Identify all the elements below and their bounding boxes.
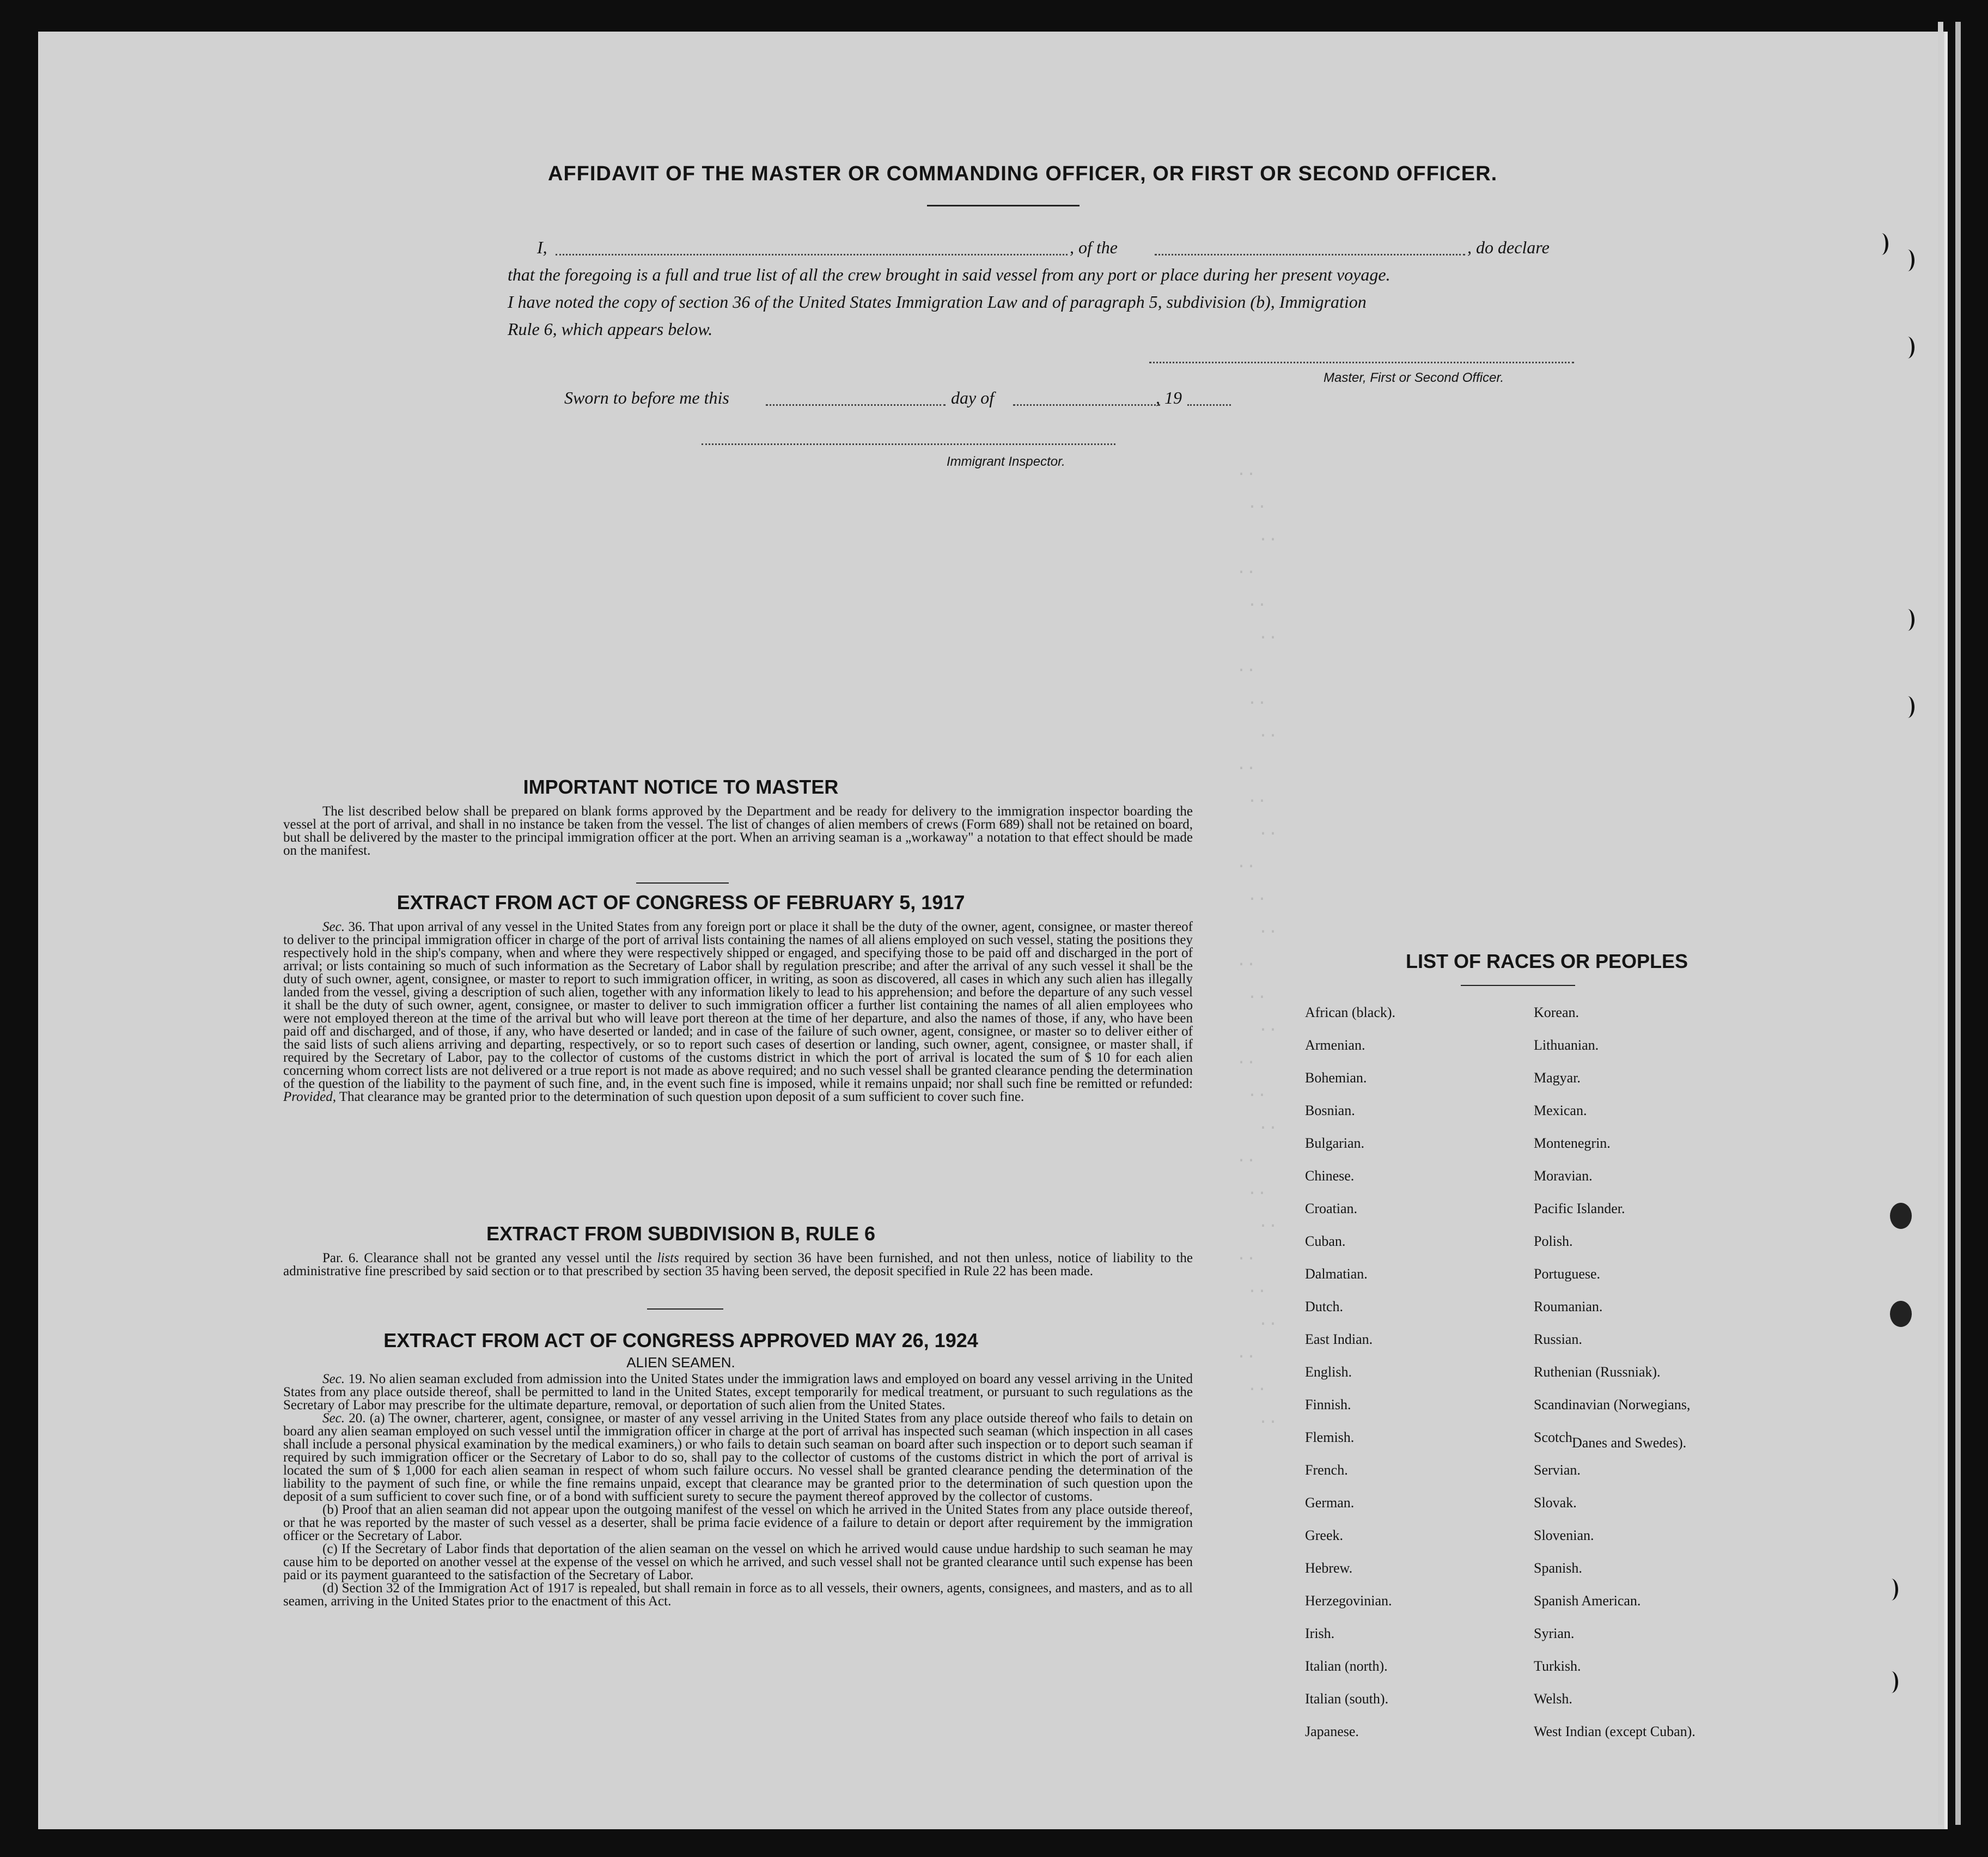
notice-text: The list described below shall be prepared on blank forms approved by the Department and be ready for delivery to the immigration inspector boarding the vessel at the port of arrival, and shall in no instance be taken from the vessel. The list of changes of alien members of crews (Form 689) shall not be retained on board, but shall be delivered by the master to the principal immigration officer at the port. When an arriving seaman is a „workaway" a notation to that effect should be made on the manifest. (283, 804, 1193, 858)
affidavit-of-the: , of the (1070, 238, 1118, 257)
punch-hole (1890, 1301, 1912, 1327)
year-label: , 19 (1156, 388, 1182, 407)
extract-1924-subtitle: ALIEN SEAMEN. (626, 1354, 735, 1371)
title-divider (927, 205, 1080, 206)
page-edge (1938, 22, 1943, 1825)
bleed-through-mark: .. (1236, 1148, 1257, 1167)
race-item: Croatian. (1305, 1201, 1358, 1216)
master-signature-blank (1149, 362, 1574, 363)
sec-20c: (c) If the Secretary of Labor finds that deportation of the alien seaman on the vessel on which he arrived would cause undue hardship to such seaman he may cause him to be deported on another vessel at the expense of the vessel on which he arrived, and such vessel shall not be granted clearance until such expense has been paid or its payment guaranteed to the satisfaction of the Secretary of Labor. (283, 1542, 1193, 1582)
race-item: Cuban. (1305, 1233, 1346, 1249)
races-title: LIST OF RACES OR PEOPLES (1405, 950, 1688, 972)
race-item: Bulgarian. (1305, 1135, 1365, 1151)
binder-mark (1875, 233, 1888, 255)
race-item: Irish. (1305, 1625, 1335, 1641)
bleed-through-mark: .. (1258, 1312, 1278, 1330)
bleed-through-mark: .. (1247, 495, 1267, 513)
bleed-through-mark: .. (1247, 887, 1267, 905)
race-item: Polish. (1534, 1233, 1573, 1249)
affidavit-line-3: I have noted the copy of section 36 of the United States Immigration Law and of paragraph 5, subdivision (b), Immigration (508, 292, 1367, 312)
race-item: Spanish American. (1534, 1593, 1641, 1609)
race-item: Scandinavian (Norwegians, (1534, 1397, 1691, 1412)
affidavit-line-4: Rule 6, which appears below. (508, 319, 713, 339)
inspector-signature-blank (702, 443, 1115, 445)
sec-19 (283, 1373, 1193, 1412)
bleed-through-mark: .. (1258, 1018, 1278, 1036)
bleed-through-mark: .. (1247, 1181, 1267, 1200)
race-item: Syrian. (1534, 1625, 1575, 1641)
sworn-label: Sworn to before me this (564, 388, 729, 407)
bleed-through-mark: .. (1247, 789, 1267, 807)
race-item: Russian. (1534, 1331, 1582, 1347)
binder-mark (1901, 337, 1914, 358)
bleed-through-mark: .. (1236, 658, 1257, 677)
binder-mark (1901, 696, 1914, 718)
divider (636, 882, 729, 884)
vessel-blank (1155, 254, 1465, 255)
page-edge (1955, 22, 1961, 1825)
bleed-through-mark: .. (1258, 821, 1278, 840)
name-blank (556, 254, 1068, 255)
sec-20b: (b) Proof that an alien seaman did not appear upon the outgoing manifest of the vessel on which he arrived in the United States from any place outside thereof, or that he was reported by the master of such vessel as a deserter, shall be prima facie evidence of a failure to detain or deport after requirement by the immigration officer or the Secretary of Labor. (283, 1502, 1193, 1543)
affidavit-i: I, (537, 238, 547, 257)
race-item-continuation: Danes and Swedes). (1572, 1435, 1687, 1451)
race-item: Flemish. (1305, 1429, 1355, 1445)
race-item: Portuguese. (1534, 1266, 1601, 1282)
binder-mark (1901, 609, 1914, 631)
extract-1917-title: EXTRACT FROM ACT OF CONGRESS OF FEBRUARY 5, 1917 (397, 891, 965, 914)
sec-label: Sec. (322, 920, 345, 934)
bleed-through-mark: .. (1247, 1279, 1267, 1298)
race-item: Italian (south). (1305, 1691, 1389, 1707)
race-item: Turkish. (1534, 1658, 1581, 1674)
race-item: Welsh. (1534, 1691, 1572, 1707)
race-item: Italian (north). (1305, 1658, 1388, 1674)
race-item: Moravian. (1534, 1168, 1593, 1184)
provided-label: Provided, (283, 1089, 336, 1104)
bleed-through-mark: .. (1247, 1083, 1267, 1101)
sec-20d: (d) Section 32 of the Immigration Act of 1917 is repealed, but shall remain in force as to all vessels, their owners, agents, consignees, and masters, and as to all seamen, arriving in the United States prior to the enactment of this Act. (283, 1581, 1193, 1609)
race-item: Hebrew. (1305, 1560, 1353, 1576)
bleed-through-mark: .. (1247, 593, 1267, 611)
notice-title: IMPORTANT NOTICE TO MASTER (523, 776, 839, 798)
race-item: Spanish. (1534, 1560, 1582, 1576)
bleed-through-mark: .. (1236, 1246, 1257, 1265)
sec-20a (283, 1412, 1193, 1503)
bleed-through-mark: .. (1258, 625, 1278, 644)
race-item: Bosnian. (1305, 1103, 1355, 1118)
race-item: Slovenian. (1534, 1527, 1594, 1543)
race-item: Finnish. (1305, 1397, 1351, 1412)
bleed-through-mark: .. (1236, 1344, 1257, 1363)
race-item: Servian. (1534, 1462, 1581, 1478)
race-item: Magyar. (1534, 1070, 1581, 1086)
race-item: Scotch. (1534, 1429, 1576, 1445)
bleed-through-mark: .. (1258, 1116, 1278, 1134)
race-item: Pacific Islander. (1534, 1201, 1625, 1216)
race-item: Dalmatian. (1305, 1266, 1368, 1282)
bleed-through-mark: .. (1247, 1377, 1267, 1396)
sec-label: Sec. (322, 1411, 345, 1426)
inspector-label: Immigrant Inspector. (947, 454, 1065, 469)
race-item: English. (1305, 1364, 1352, 1380)
bleed-through-mark: .. (1236, 560, 1257, 579)
bleed-through-mark: .. (1236, 756, 1257, 775)
bleed-through-mark: .. (1258, 1214, 1278, 1232)
rule-6-start: Par. 6. Clearance shall not be granted any vessel until the (322, 1251, 652, 1265)
punch-hole (1890, 1203, 1912, 1229)
binder-mark (1885, 1671, 1898, 1693)
race-item: Lithuanian. (1534, 1037, 1599, 1053)
extract-1924-text (283, 1373, 1193, 1608)
sworn-year-blank (1187, 404, 1231, 406)
bleed-through-mark: .. (1247, 691, 1267, 709)
affidavit-declare: , do declare (1467, 238, 1550, 257)
master-label: Master, First or Second Officer. (1324, 370, 1504, 385)
divider (647, 1308, 723, 1310)
race-item: Armenian. (1305, 1037, 1365, 1053)
document-page (38, 32, 1948, 1829)
race-item: West Indian (except Cuban). (1534, 1724, 1696, 1739)
affidavit-line-2: that the foregoing is a full and true list of all the crew brought in said vessel from any port or place during her present voyage. (508, 265, 1391, 284)
race-item: East Indian. (1305, 1331, 1373, 1347)
race-item: Greek. (1305, 1527, 1344, 1543)
race-item: Chinese. (1305, 1168, 1355, 1184)
race-item: Korean. (1534, 1004, 1580, 1020)
bleed-through-mark: .. (1258, 920, 1278, 938)
race-item: African (black). (1305, 1004, 1396, 1020)
rule-6-title: EXTRACT FROM SUBDIVISION B, RULE 6 (486, 1222, 876, 1245)
sec-36-text-end: That clearance may be granted prior to the determination of such question upon deposit of a sum sufficient to cover such fine. (339, 1089, 1025, 1104)
extract-1917-text (283, 921, 1193, 1104)
race-item: Mexican. (1534, 1103, 1587, 1118)
race-item: Dutch. (1305, 1299, 1344, 1314)
lists-word: lists (657, 1251, 679, 1265)
bleed-through-mark: .. (1258, 1410, 1278, 1428)
rule-6-text (283, 1252, 1193, 1278)
sec-36-text: 36. That upon arrival of any vessel in the United States from any foreign port or place it shall be the duty of the owner, agent, consignee, or master thereof to deliver to the principal immigration officer in charge of the port of arrival lists containing the names of all aliens employed on such vessel, stating the positions they respectively hold in the ship's company, when and where they were respectively shipped or engaged, and specifying those to be paid off and discharged in the port of arrival; or lists containing so much of such information as the Secretary of Labor shall by regulation prescribe; and after the arrival of any such vessel it shall be the duty of such owner, agent, consignee, or master to report to such immigration officer, in writing, as soon as discovered, all cases in which any such alien has illegally landed from the vessel, giving a description of such alien, together with any information likely to lead to his apprehension; and before the departure of any such vessel it shall be the duty of such owner, agent, consignee, or master to deliver to such immigration officer a further list containing the names of all alien employees who were not employed thereon at the time of the arrival but who will leave port thereon at the time of her departure, and also the names of those, if any, who have been paid off and discharged, and of those, if any, who have deserted or landed; and in case of the failure of such owner, agent, consignee, or master so to deliver either of the said lists of such aliens arriving and departing, respectively, or so to report such cases of desertion or landing, such owner, agent, consignee, or master shall, if required by the Secretary of Labor, pay to the collector of customs of the customs district in which the port of arrival is located the sum of $ 10 for each alien concerning whom correct lists are not delivered or a true report is not made as above required; and no such vessel shall be granted clearance pending the determination of the question of the liability to the payment of such fine, and, in the event such fine is imposed, while it remains unpaid; nor shall such fine be remitted or refunded: (283, 920, 1193, 1091)
binder-mark (1901, 249, 1914, 271)
race-item: Japanese. (1305, 1724, 1359, 1739)
sworn-month-blank (1013, 404, 1160, 406)
extract-1924-title: EXTRACT FROM ACT OF CONGRESS APPROVED MAY 26, 1924 (383, 1329, 978, 1351)
races-divider (1461, 985, 1575, 986)
race-item: French. (1305, 1462, 1348, 1478)
bleed-through-mark: .. (1236, 1050, 1257, 1069)
sec-19-text: 19. No alien seaman excluded from admission into the United States under the immigration laws and employed on board any vessel arriving in the United States from any place outside thereof, shall be permitted to land in the United States, except temporarily for medical treatment, or pursuant to such regulations as the Secretary of Labor may prescribe for the ultimate departure, removal, or deportation of such alien from the United States. (283, 1372, 1193, 1412)
bleed-through-mark: .. (1247, 985, 1267, 1003)
sec-label: Sec. (322, 1372, 345, 1386)
bleed-through-mark: .. (1258, 527, 1278, 546)
race-item: Montenegrin. (1534, 1135, 1611, 1151)
bleed-through-mark: .. (1258, 723, 1278, 742)
binder-mark (1885, 1579, 1898, 1600)
race-item: Herzegovinian. (1305, 1593, 1392, 1609)
sec-20a-text: 20. (a) The owner, charterer, agent, consignee, or master of any vessel arriving in the United States from any place outside thereof who fails to detain on board any alien seaman employed on such vessel until the immigration officer in charge at the port of arrival has inspected such seaman (which inspection in all cases shall include a personal physical examination by the medical examiners,) or who fails to detain such seaman on board after such inspection or to deport such seaman if required by such immigration officer or the Secretary of Labor to do so, shall pay to the collector of customs of the customs district in which the port of arrival is located the sum of $ 1,000 for each alien seaman in respect of whom such failure occurs. No vessel shall be granted clearance pending the determination of the liability to the payment of such fine, or while the fine remains unpaid, except that clearance may be granted prior to the determination of such question upon the deposit of a sum sufficient to cover such fine, or of a bond with sufficient surety to secure the payment thereof approved by the collector of customs. (283, 1411, 1193, 1504)
race-item: Bohemian. (1305, 1070, 1367, 1086)
race-item: Ruthenian (Russniak). (1534, 1364, 1661, 1380)
rule-6-end: required by section 36 have been furnished, and not then unless, notice of liability to the administrative fine prescribed by said section or to that prescribed by section 35 having been served, the deposit specified in Rule 22 has been made. (283, 1251, 1193, 1278)
day-of-label: day of (951, 388, 995, 407)
bleed-through-mark: .. (1236, 854, 1257, 873)
race-item: Roumanian. (1534, 1299, 1603, 1314)
sworn-day-blank (766, 404, 946, 406)
affidavit-title: AFFIDAVIT OF THE MASTER OR COMMANDING OFFICER, OR FIRST OR SECOND OFFICER. (548, 162, 1498, 185)
race-item: German. (1305, 1495, 1355, 1511)
bleed-through-mark: .. (1236, 462, 1257, 480)
bleed-through-mark: .. (1236, 952, 1257, 971)
race-item: Slovak. (1534, 1495, 1577, 1511)
